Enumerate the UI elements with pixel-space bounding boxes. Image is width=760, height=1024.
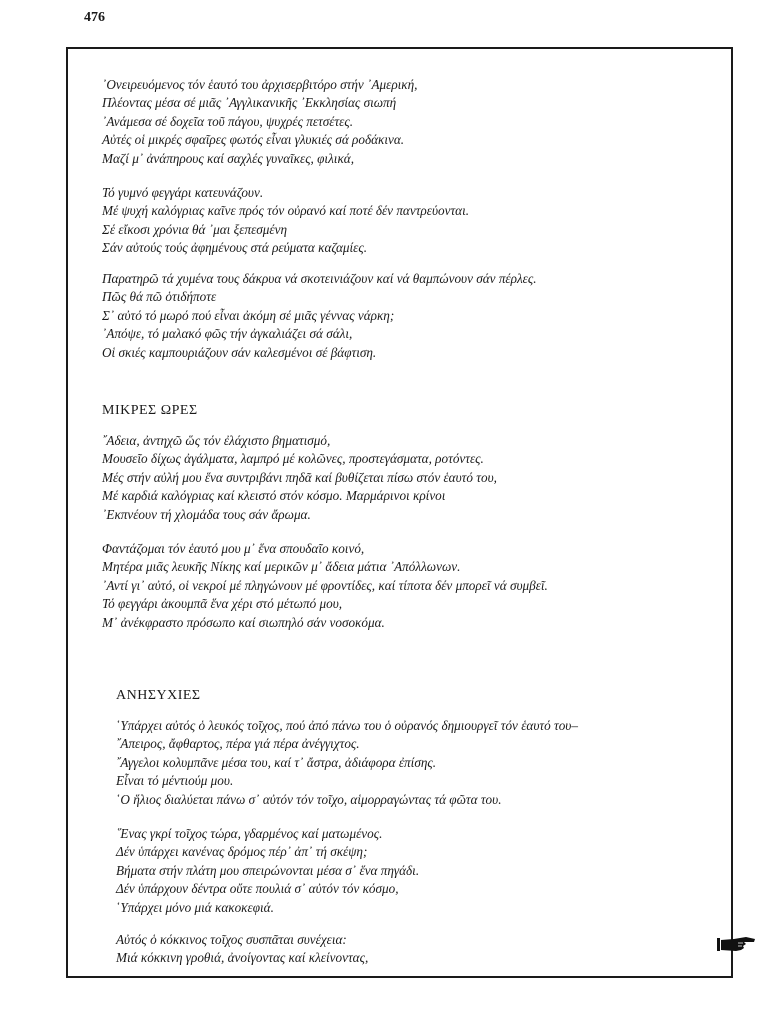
poem-line: ᾿Ονειρευόμενος τόν ἑαυτό του ἀρχισερβιτόρο στήν ᾿Αμερική, (102, 77, 418, 92)
poem-line: Πῶς θά πῶ ὁτιδήποτε (102, 289, 217, 305)
poem-line: Φαντάζομαι τόν ἑαυτό μου μ᾿ ἕνα σπουδαῖο κοινό, (102, 541, 365, 556)
stanza (102, 270, 722, 362)
poem-line: Οἱ σκιές καμπουριάζουν σάν καλεσμένοι σέ βάφτιση. (102, 344, 377, 360)
stanza (116, 717, 736, 809)
poem-line: ᾿Εκπνέουν τή χλομάδα τους σάν ἄρωμα. (102, 506, 311, 522)
poem-line: Τό γυμνό φεγγάρι κατευνάζουν. (102, 185, 264, 200)
poem-line: Αὐτές οἱ μικρές σφαῖρες φωτός εἶναι γλυκιές σά ροδάκινα. (102, 132, 405, 148)
poem-title: ΑΝΗΣΥΧΙΕΣ (116, 688, 201, 703)
poem-line: Βήματα στήν πλάτη μου σπειρώνονται μέσα σ᾿ ἕνα πηγάδι. (116, 862, 420, 878)
poem-line: Σ᾿ αὐτό τό μωρό πού εἶναι ἀκόμη σέ μιᾶς γέννας νάρκη; (102, 307, 395, 323)
page-number: 476 (84, 10, 105, 25)
poem-line: ᾿Αντί γι᾿ αὐτό, οἱ νεκροί μέ πληγώνουν μέ φροντίδες, καί τίποτα δέν μπορεῖ νά συμβεῖ. (102, 577, 548, 593)
poem-line: Σάν αὐτούς τούς ἀφημένους στά ρεύματα καζαμίες. (102, 240, 368, 256)
poem-line: Πλέοντας μέσα σέ μιᾶς ᾿Αγγλικανικῆς ᾿Εκκλησίας σιωπή (102, 95, 397, 111)
stanza (116, 825, 736, 917)
pointing-hand-icon (716, 934, 756, 954)
poem-line: Μητέρα μιᾶς λευκῆς Νίκης καί μερικῶν μ᾿ ἄδεια μάτια ᾿Απόλλωνων. (102, 559, 461, 575)
poem-line: ᾿Ανάμεσα σέ δοχεῖα τοῦ πάγου, ψυχρές πετσέτες. (102, 113, 354, 129)
poem-line: Εἶναι τό μέντιούμ μου. (116, 773, 234, 789)
poem-line: ῾Υπάρχει μόνο μιά κακοκεφιά. (116, 899, 274, 915)
poem-line: Δέν ὑπάρχει κανένας δρόμος πέρ᾿ ἀπ᾿ τή σκέψη; (116, 844, 368, 860)
poem-line: ῎Αδεια, ἀντηχῶ ὥς τόν ἐλάχιστο βηματισμό, (102, 433, 331, 448)
poem-line: Μιά κόκκινη γροθιά, ἀνοίγοντας καί κλείνοντας, (116, 950, 369, 966)
poem-line: Παρατηρῶ τά χυμένα τους δάκρυα νά σκοτεινιάζουν καί νά θαμπώνουν σάν πέρλες. (102, 271, 537, 286)
poem-line: ῎Αγγελοι κολυμπᾶνε μέσα του, καί τ᾿ ἄστρα, ἀδιάφορα ἐπίσης. (116, 754, 437, 770)
stanza (102, 76, 722, 168)
poem-line: ῎Απειρος, ἄφθαρτος, πέρα γιά πέρα ἀνέγγιχτος. (116, 736, 360, 752)
poem-line: Τό φεγγάρι ἀκουμπᾶ ἕνα χέρι στό μέτωπό μου, (102, 596, 343, 612)
poem-line: ῾Υπάρχει αὐτός ὁ λευκός τοῖχος, πού ἀπό πάνω του ὁ οὐρανός δημιουργεῖ τόν ἑαυτό του– (116, 718, 578, 733)
poem-line: ᾿Απόψε, τό μαλακό φῶς τήν ἀγκαλιάζει σά σάλι, (102, 326, 353, 342)
poem-line: Μές στήν αὐλή μου ἕνα συντριβάνι πηδᾶ καί βυθίζεται πίσω στόν ἑαυτό του, (102, 469, 497, 485)
poem-line: Μ᾿ ἀνέκφραστο πρόσωπο καί σιωπηλό σάν νοσοκόμα. (102, 614, 385, 630)
poem-line: Δέν ὑπάρχουν δέντρα οὔτε πουλιά σ᾿ αὐτόν τόν κόσμο, (116, 881, 399, 897)
poem-line: Σέ εἴκοσι χρόνια θά ᾿μαι ξεπεσμένη (102, 221, 287, 237)
poem-line: Μουσεῖο δίχως ἀγάλματα, λαμπρό μέ κολῶνες, προστεγάσματα, ροτόντες. (102, 451, 484, 467)
stanza (102, 432, 722, 524)
stanza (102, 184, 722, 258)
poem-line: Μέ καρδιά καλόγριας καί κλειστό στόν κόσμο. Μαρμάρινοι κρίνοι (102, 488, 446, 504)
poem-line: Αὐτός ὁ κόκκινος τοῖχος συσπᾶται συνέχεια: (116, 932, 347, 947)
stanza (116, 931, 736, 968)
poem-line: ῞Ενας γκρί τοῖχος τώρα, γδαρμένος καί ματωμένος. (116, 826, 383, 841)
poem-line: Μαζί μ᾿ ἀνάπηρους καί σαχλές γυναῖκες, φιλικά, (102, 150, 355, 166)
poem-title: ΜΙΚΡΕΣ ΩΡΕΣ (102, 403, 198, 418)
poem-line: ῾Ο ἥλιος διαλύεται πάνω σ᾿ αὐτόν τόν τοῖχο, αἱμορραγώντας τά φῶτα του. (116, 791, 502, 807)
poem-line: Μέ ψυχή καλόγριας καῖνε πρός τόν οὐρανό καί ποτέ δέν παντρεύονται. (102, 203, 470, 219)
stanza (102, 540, 722, 632)
